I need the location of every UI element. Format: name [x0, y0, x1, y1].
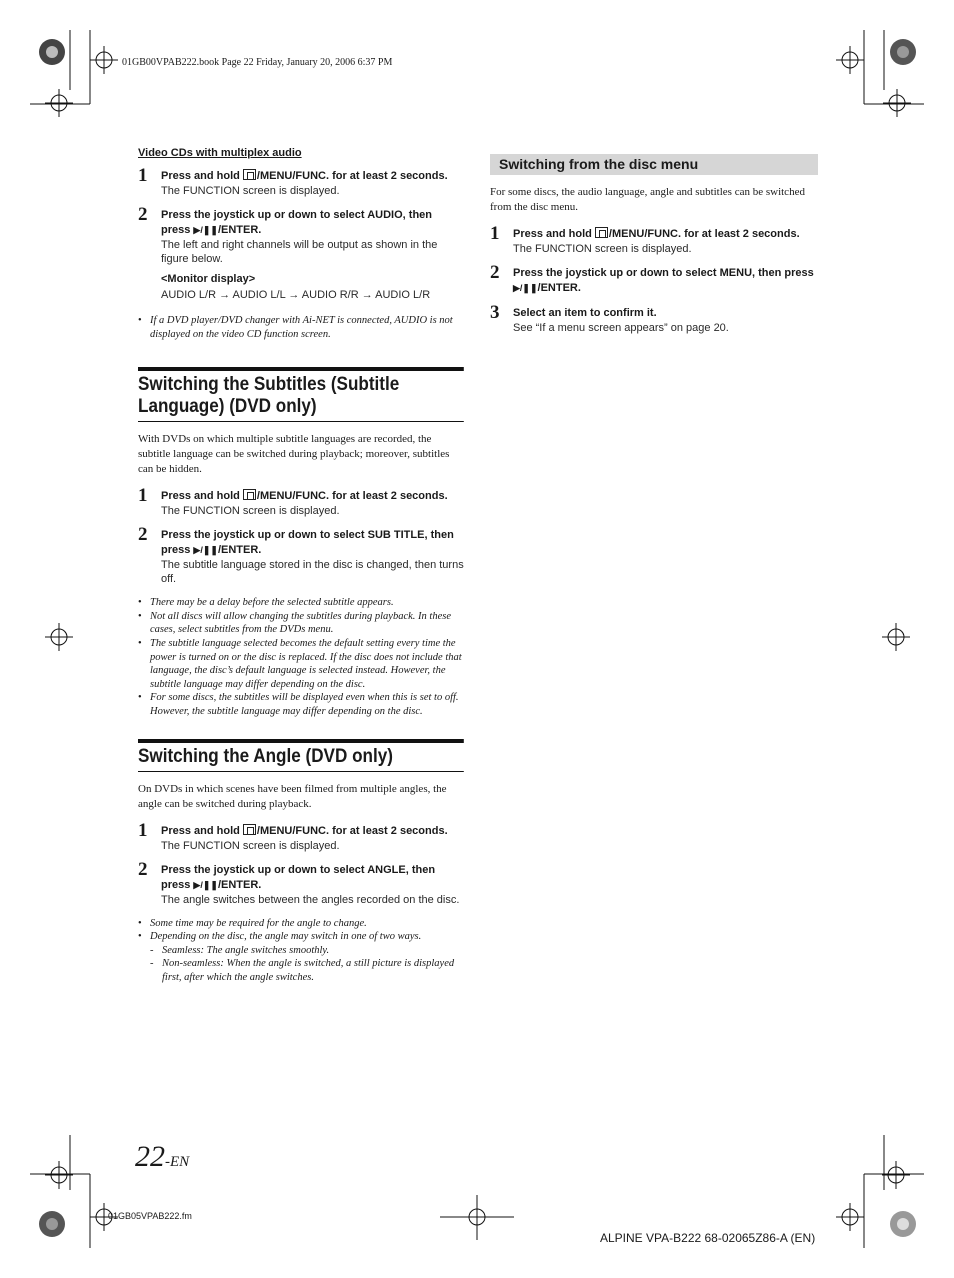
angle-step-1: 1 Press and hold /MENU/FUNC. for at least 2 seconds. The FUNCTION screen is displayed. [138, 819, 448, 852]
right-column [490, 154, 818, 335]
angle-notes: • Some time may be required for the angle to change. • Depending on the disc, the angle may switch in one of two ways. - Seamless: The angle switches smoothly. - Non-seamless: When the angle is switched, a still picture is displayed first, after which the angle switches. [138, 917, 464, 985]
disc-menu-intro: For some discs, the audio language, angle and subtitles can be switched from the disc menu. [490, 186, 805, 213]
video-cd-step-1: 1 Press and hold /MENU/FUNC. for at least 2 seconds. The FUNCTION screen is displayed. [138, 165, 448, 197]
play-pause-icon: ▶/❚❚ [193, 879, 218, 890]
play-pause-icon: ▶/❚❚ [513, 283, 538, 293]
angle-section-title: Switching the Angle (DVD only) [138, 739, 464, 772]
subtitles-section-title: Switching the Subtitles (Subtitle Language) (DVD only) [138, 367, 464, 422]
menu-book-icon [243, 489, 256, 500]
menu-book-icon [243, 169, 256, 180]
subtitles-notes: • There may be a delay before the selected subtitle appears. • Not all discs will allow changing the subtitles during playback. In these cases, select subtitles from the DVDs menu. • The subtitle language selected becomes the default setting every time the power is turned on or the disc is replaced. If the disc does not include that language, the disc’s default language is selected instead. However, the subtitle language may differ depending on the disc. • For some discs, the subtitles will be displayed even when this is set to off. However, the subtitle language may differ depending on the disc. [138, 596, 464, 718]
video-cd-notes: • If a DVD player/DVD changer with Ai-NET is connected, AUDIO is not displayed on the video CD function screen. [138, 314, 464, 341]
video-cd-heading: Video CDs with multiplex audio [138, 147, 302, 159]
footer-model: ALPINE VPA-B222 68-02065Z86-A (EN) [600, 1231, 816, 1245]
header-info: 01GB00VPAB222.book Page 22 Friday, January 20, 2006 6:37 PM [122, 57, 393, 68]
disc-menu-step-2: 2 Press the joystick up or down to select MENU, then press ▶/❚❚/ENTER. [490, 262, 814, 294]
disc-menu-step-1: 1 Press and hold /MENU/FUNC. for at least 2 seconds. The FUNCTION screen is displayed. [490, 223, 800, 255]
menu-book-icon [595, 227, 608, 238]
play-pause-icon: ▶/❚❚ [193, 225, 218, 235]
monitor-sequence: AUDIO L/R → AUDIO L/L → AUDIO R/R → AUDIO L/R [161, 289, 431, 301]
subtitles-step-1: 1 Press and hold /MENU/FUNC. for at least 2 seconds. The FUNCTION screen is displayed. [138, 485, 448, 518]
disc-menu-heading: Switching from the disc menu [490, 154, 818, 175]
subtitles-intro: With DVDs on which multiple subtitle languages are recorded, the subtitle language can be switched during playback; moreover, subtitles can be hidden. [138, 433, 450, 476]
menu-book-icon [243, 824, 256, 835]
angle-step-2: 2 Press the joystick up or down to select ANGLE, then press ▶/❚❚/ENTER. The angle switches between the angles recorded on the disc. [138, 858, 460, 906]
video-cd-step-2: 2 Press the joystick up or down to select AUDIO, then press ▶/❚❚/ENTER. The left and right channels will be output as shown in the figure below. <Monitor display> AUDIO L/R → AUDIO L/L → AUDIO R/R → AUDIO L/R [138, 208, 464, 302]
angle-intro: On DVDs in which scenes have been filmed from multiple angles, the angle can be switched during playback. [138, 782, 447, 810]
disc-menu-step-3: 3 Select an item to confirm it. See “If a menu screen appears” on page 20. [490, 302, 729, 334]
left-column [138, 147, 464, 985]
monitor-display-label: <Monitor display> [161, 273, 256, 285]
subtitles-step-2: 2 Press the joystick up or down to select SUB TITLE, then press ▶/❚❚/ENTER. The subtitle language stored in the disc is changed, then turns off. [138, 524, 464, 586]
footer-file: 01GB05VPAB222.fm [108, 1211, 192, 1221]
page-number: 22-EN [135, 1140, 190, 1173]
play-pause-icon: ▶/❚❚ [193, 545, 218, 556]
